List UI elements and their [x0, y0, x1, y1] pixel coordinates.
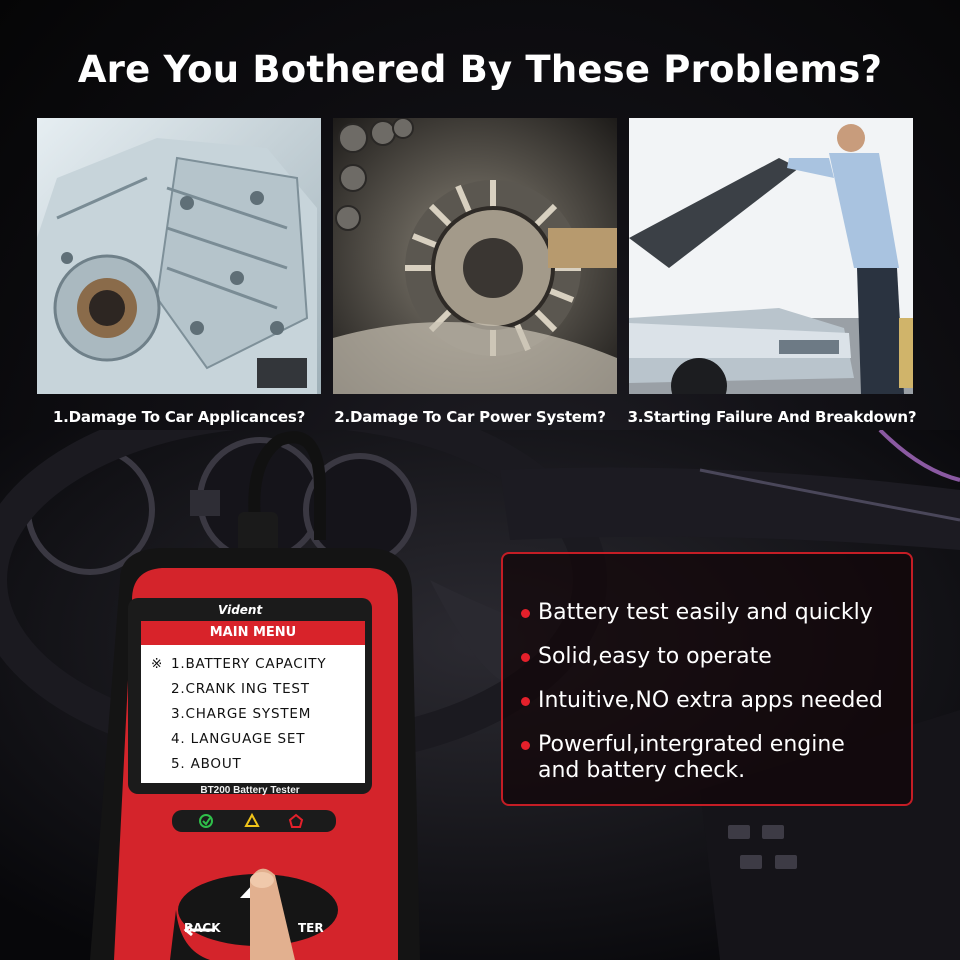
device-screen — [141, 621, 365, 783]
device-model-label: BT200 Battery Tester — [200, 785, 300, 796]
feature-item: Battery test easily and quickly — [521, 600, 873, 626]
menu-item-about[interactable]: 5. ABOUT — [171, 756, 242, 772]
screen-title: MAIN MENU — [141, 621, 365, 645]
problem-image-appliances — [37, 118, 321, 394]
menu-item-charge-system[interactable]: 3.CHARGE SYSTEM — [171, 706, 312, 722]
feature-item: Solid,easy to operate — [521, 644, 772, 670]
problem-image-breakdown — [629, 118, 913, 394]
bullet-icon — [521, 697, 530, 706]
menu-item-language-set[interactable]: 4. LANGUAGE SET — [171, 731, 306, 747]
problem-caption-1: 1.Damage To Car Applicances? — [52, 408, 306, 426]
selected-marker: ※ — [151, 656, 163, 672]
bullet-icon — [521, 741, 530, 750]
bullet-icon — [521, 653, 530, 662]
device-brand-logo: Vident — [218, 603, 263, 617]
feature-item: Powerful,intergrated engine and battery check. — [521, 732, 881, 784]
features-box — [501, 552, 913, 806]
headline: Are You Bothered By These Problems? — [77, 48, 883, 91]
menu-item-crank-test[interactable]: 2.CRANK ING TEST — [171, 681, 310, 697]
problem-caption-2: 2.Damage To Car Power System? — [334, 408, 606, 426]
problem-image-power-system — [333, 118, 617, 394]
feature-item: Intuitive,NO extra apps needed — [521, 688, 883, 714]
menu-item-battery-capacity[interactable]: 1.BATTERY CAPACITY — [171, 656, 327, 672]
back-button[interactable]: BACK — [184, 921, 221, 935]
enter-button[interactable]: TER — [298, 921, 324, 935]
bullet-icon — [521, 609, 530, 618]
problem-caption-3: 3.Starting Failure And Breakdown? — [627, 408, 917, 426]
